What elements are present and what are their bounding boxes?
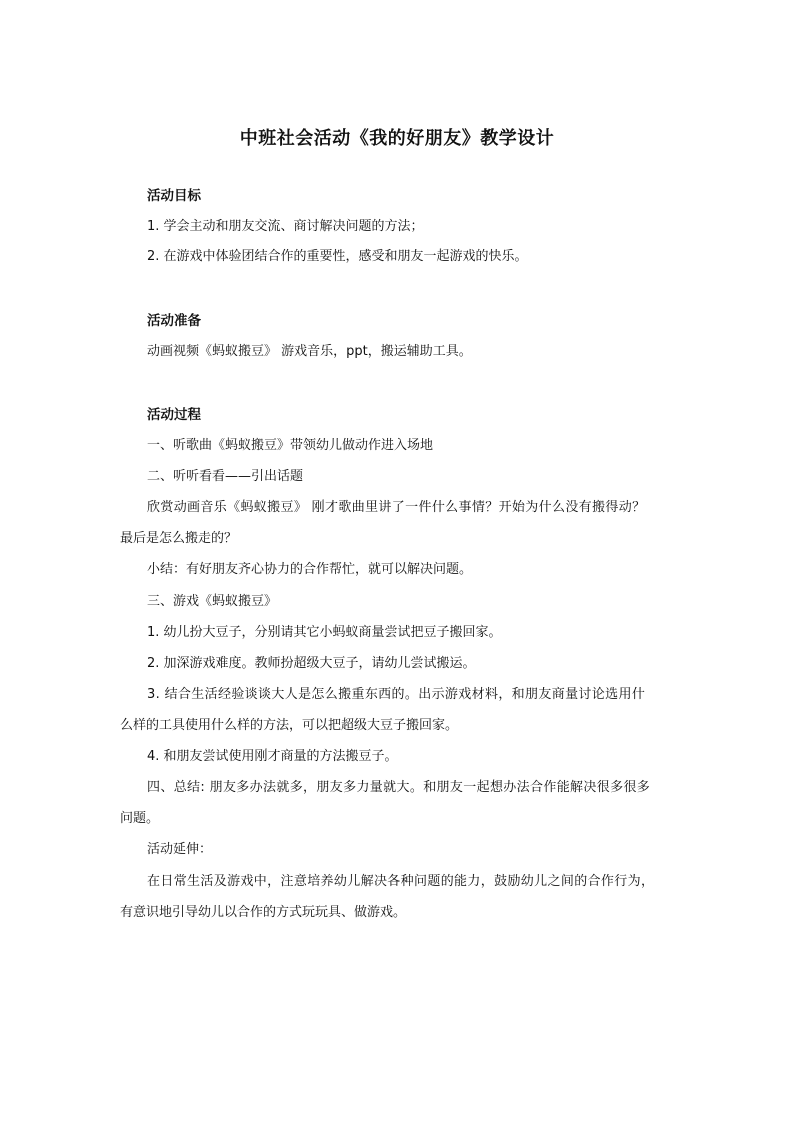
process-step-1: 一、听歌曲《蚂蚁搬豆》带领幼儿做动作进入场地	[147, 438, 434, 453]
extension-line-2: 有意识地引导幼儿以合作的方式玩玩具、做游戏。	[120, 905, 407, 920]
process-paragraph-line-1: 欣赏动画音乐《蚂蚁搬豆》 刚才歌曲里讲了一件什么事情？开始为什么没有搬得动？	[147, 500, 646, 515]
process-paragraph-line-2: 最后是怎么搬走的？	[120, 531, 238, 546]
process-step-4-line-2: 问题。	[120, 811, 160, 826]
game-item-3: 3. 结合生活经验谈谈大人是怎么搬重东西的。出示游戏材料，和朋友商量讨论选用什	[147, 687, 646, 702]
game-item-1: 1. 幼儿扮大豆子，分别请其它小蚂蚁商量尝试把豆子搬回家。	[147, 625, 502, 640]
process-summary: 小结：有好朋友齐心协力的合作帮忙，就可以解决问题。	[147, 562, 473, 577]
prep-text: 动画视频《蚂蚁搬豆》 游戏音乐，ppt，搬运辅助工具。	[147, 344, 472, 359]
section-heading-prep: 活动准备	[147, 313, 201, 329]
section-heading-goals: 活动目标	[147, 188, 201, 204]
goal-item-2: 2. 在游戏中体验团结合作的重要性，感受和朋友一起游戏的快乐。	[147, 249, 528, 264]
process-step-4-line-1: 四、总结: 朋友多办法就多，朋友多力量就大。和朋友一起想办法合作能解决很多很多	[147, 780, 651, 795]
game-item-2: 2. 加深游戏难度。教师扮超级大豆子，请幼儿尝试搬运。	[147, 656, 476, 671]
process-step-3: 三、游戏《蚂蚁搬豆》	[147, 594, 278, 609]
game-item-4: 4. 和朋友尝试使用刚才商量的方法搬豆子。	[147, 749, 398, 764]
section-heading-process: 活动过程	[147, 407, 201, 423]
extension-line-1: 在日常生活及游戏中，注意培养幼儿解决各种问题的能力，鼓励幼儿之间的合作行为，	[147, 874, 655, 889]
game-item-3-continued: 么样的工具使用什么样的方法，可以把超级大豆子搬回家。	[120, 718, 459, 733]
extension-label: 活动延伸：	[147, 842, 213, 857]
document-title: 中班社会活动《我的好朋友》教学设计	[239, 128, 555, 149]
goal-item-1: 1. 学会主动和朋友交流、商讨解决问题的方法；	[147, 219, 424, 234]
process-step-2: 二、听听看看——引出话题	[147, 469, 304, 484]
